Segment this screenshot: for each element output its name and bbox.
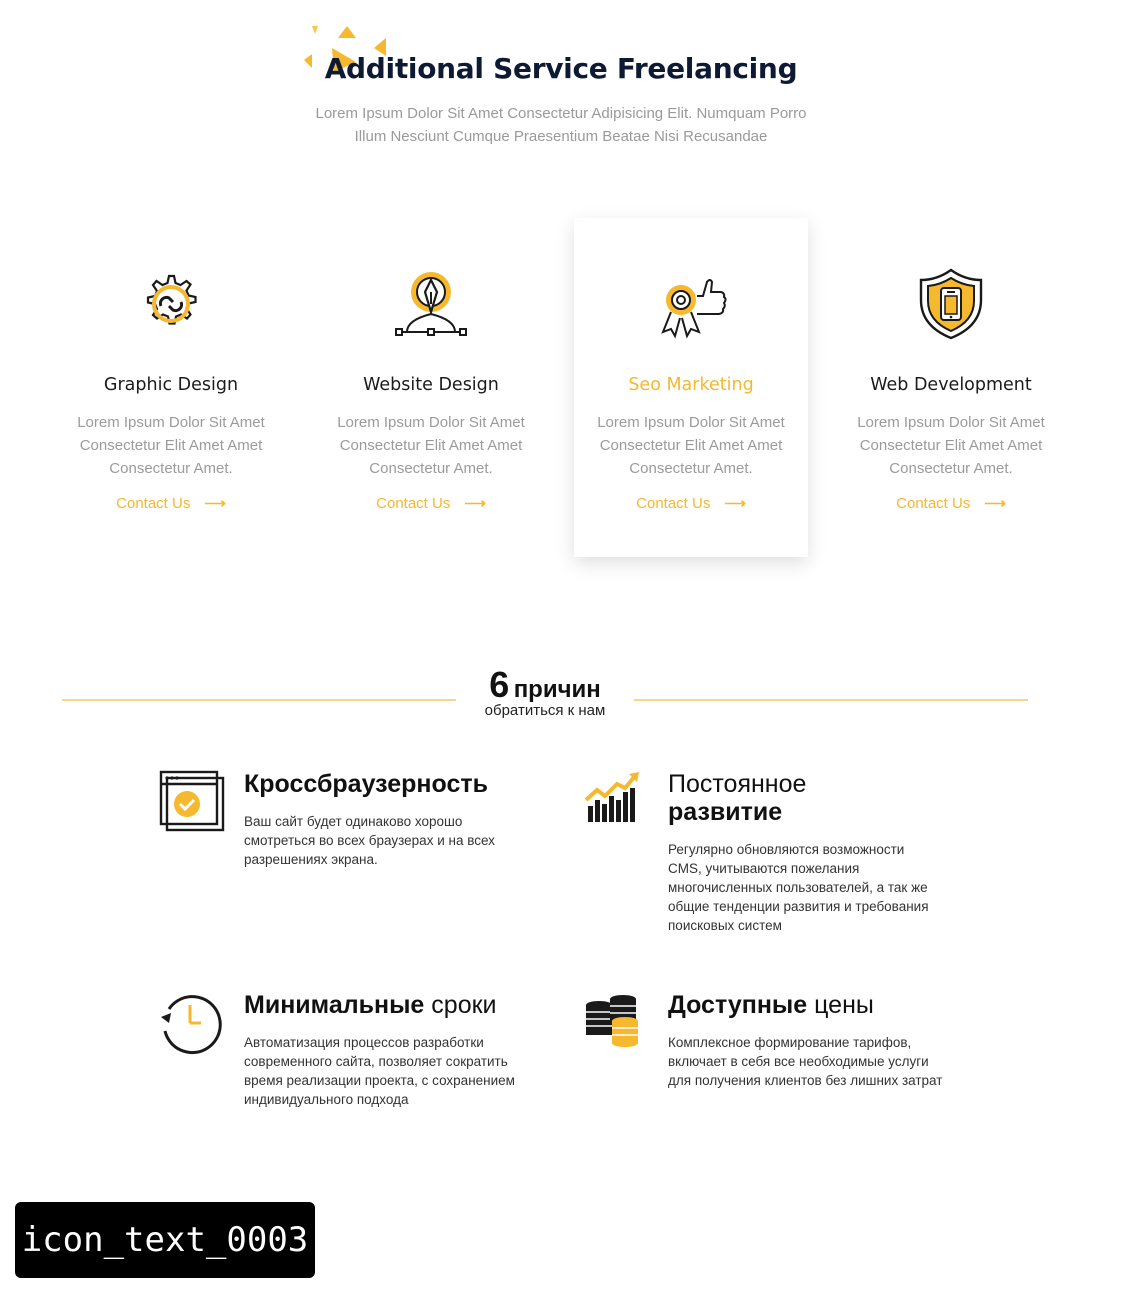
services-header	[0, 0, 1130, 160]
contact-us-link[interactable]: Contact Us ⟶	[896, 495, 1006, 512]
image-label: icon_text_0003	[15, 1202, 315, 1278]
page-title: Additional Service Freelancing	[324, 52, 798, 85]
contact-us-link[interactable]: Contact Us ⟶	[376, 495, 486, 512]
service-card-graphic-design	[54, 218, 288, 557]
feature-title: Доступные цены	[668, 991, 874, 1019]
feature-title: Минимальные сроки	[244, 991, 497, 1019]
arrow-right-icon: ⟶	[464, 495, 486, 512]
shield-phone-icon	[913, 266, 989, 342]
contact-us-link[interactable]: Contact Us ⟶	[116, 495, 226, 512]
reasons-subtitle: обратиться к нам	[484, 702, 606, 719]
reasons-heading	[456, 664, 634, 719]
arrow-right-icon: ⟶	[984, 495, 1006, 512]
service-cards	[40, 218, 1080, 558]
gear-link-icon	[133, 266, 209, 342]
clock-icon	[159, 991, 225, 1057]
card-title: Graphic Design	[103, 375, 239, 395]
services-subtitle: Lorem Ipsum Dolor Sit Amet Consectetur Adipisicing Elit. Numquam Porro Illum Nesciunt Cumque Praesentium Beatae Nisi Recusandae	[315, 105, 807, 145]
feature-deadlines	[159, 991, 539, 1111]
divider-right	[634, 699, 1028, 701]
card-description: Lorem Ipsum Dolor Sit Amet Consectetur Elit Amet Amet Consectetur Amet.	[337, 414, 525, 477]
feature-title: Постоянное развитие	[668, 770, 807, 826]
card-description: Lorem Ipsum Dolor Sit Amet Consectetur Elit Amet Amet Consectetur Amet.	[77, 414, 265, 477]
card-description: Lorem Ipsum Dolor Sit Amet Consectetur Elit Amet Amet Consectetur Amet.	[597, 414, 785, 477]
feature-description: Регулярно обновляются возможности CMS, учитываются пожелания многочисленных пользователей, а так же общие тенденции развития и требования поисковых систем	[668, 842, 929, 933]
service-card-website-design	[314, 218, 548, 557]
feature-prices	[583, 991, 963, 1111]
card-description: Lorem Ipsum Dolor Sit Amet Consectetur Elit Amet Amet Consectetur Amet.	[857, 414, 1045, 477]
browser-check-icon	[159, 770, 225, 836]
feature-description: Ваш сайт будет одинаково хорошо смотреться во всех браузерах и на всех разрешениях экрана.	[244, 814, 495, 867]
divider-left	[62, 699, 456, 701]
reasons-word: причин	[513, 676, 601, 703]
award-thumbs-up-icon	[653, 266, 729, 342]
arrow-right-icon: ⟶	[724, 495, 746, 512]
service-card-web-development	[834, 218, 1068, 557]
card-title: Seo Marketing	[628, 375, 754, 395]
contact-us-link[interactable]: Contact Us ⟶	[636, 495, 746, 512]
coins-stack-icon	[583, 991, 649, 1057]
service-card-seo-marketing	[574, 218, 808, 557]
arrow-right-icon: ⟶	[204, 495, 226, 512]
feature-description: Автоматизация процессов разработки современного сайта, позволяет сократить время реализации проекта, с сохранением индивидуального подхода	[244, 1035, 515, 1107]
feature-crossbrowser	[159, 770, 539, 890]
reasons-count: 6	[489, 664, 510, 705]
card-title: Website Design	[363, 375, 499, 395]
feature-description: Комплексное формирование тарифов, включает в себя все необходимые услуги для получения клиентов без лишних затрат	[668, 1035, 943, 1088]
feature-development	[583, 770, 963, 940]
pen-tool-gear-icon	[393, 266, 469, 342]
card-title: Web Development	[870, 375, 1032, 395]
growth-chart-icon	[583, 770, 649, 836]
feature-title: Кроссбраузерность	[244, 770, 488, 798]
